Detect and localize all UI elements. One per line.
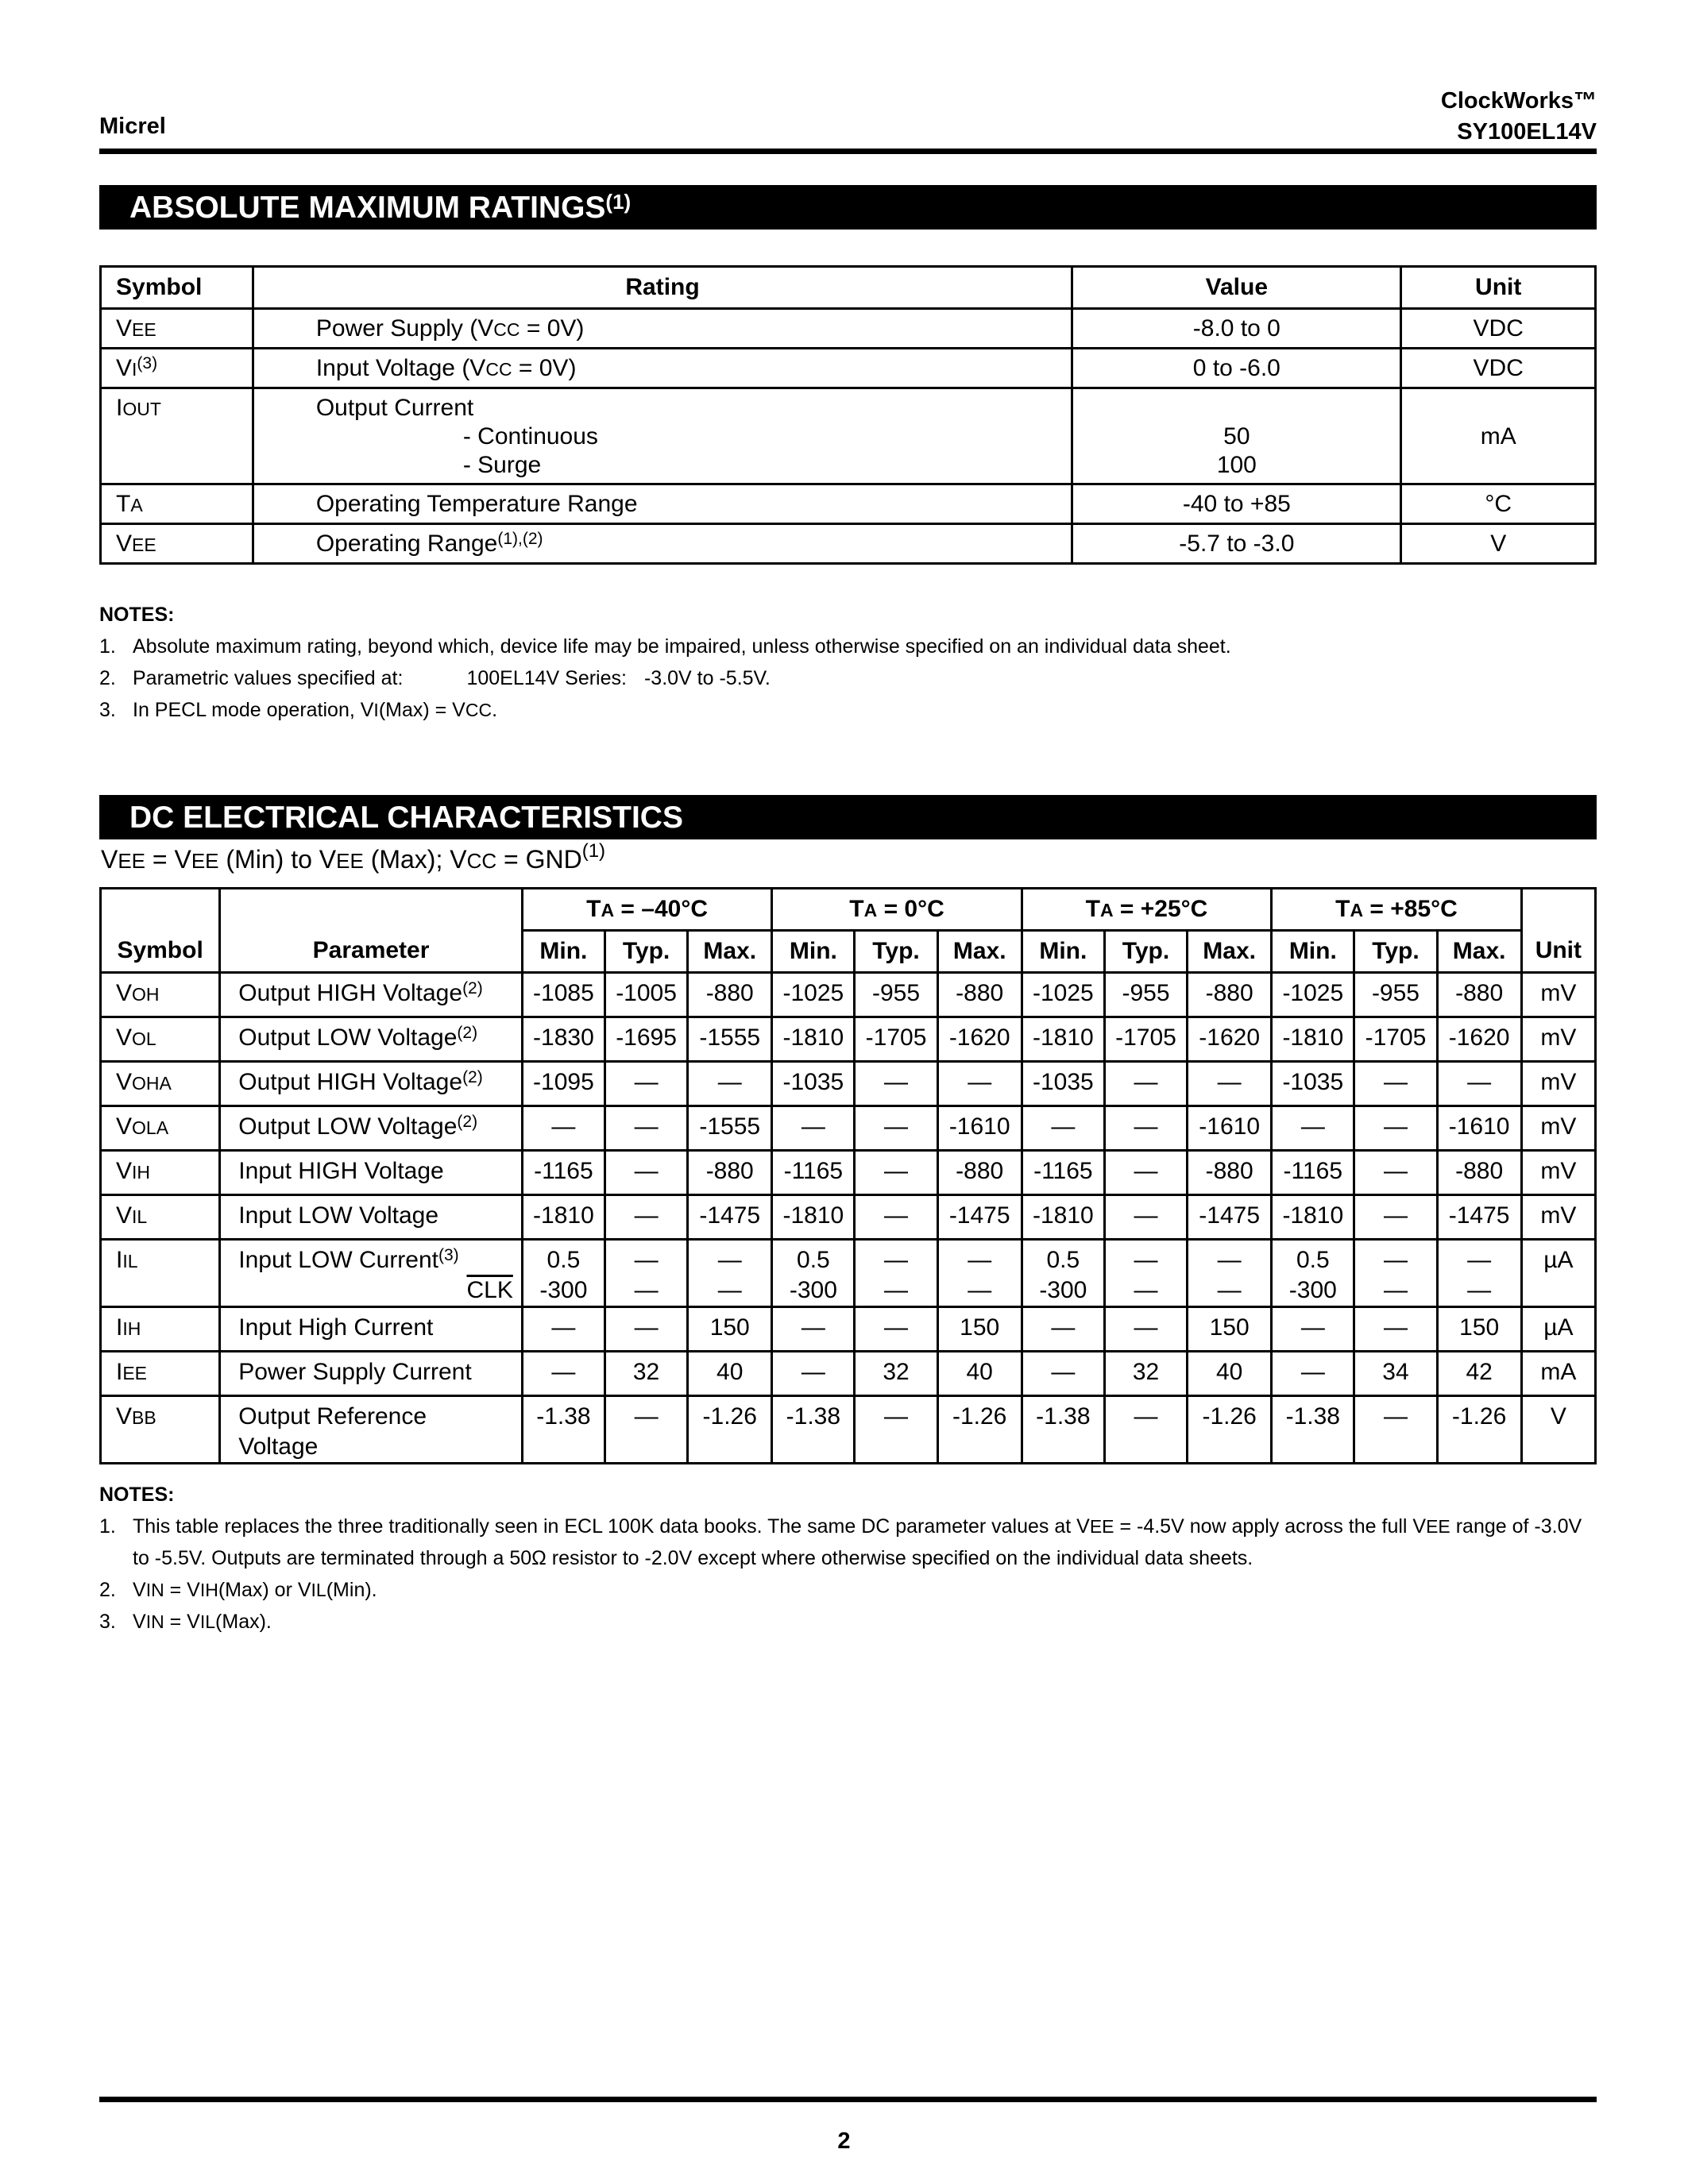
value-cell: -1705 (855, 1017, 937, 1062)
amr-header-row (101, 267, 1596, 309)
value-cell: -1095 (522, 1062, 605, 1106)
symbol-cell: VEE (101, 309, 253, 349)
value-cell: — (772, 1106, 855, 1151)
value-cell: — (855, 1151, 937, 1195)
value-cell: 32 (605, 1352, 687, 1396)
col-parameter: Parameter (220, 931, 523, 973)
table-row (101, 1352, 1596, 1396)
symbol-cell: VI$^{(3)}$ (101, 349, 253, 388)
value-cell: -1035 (1022, 1062, 1104, 1106)
col-min: Min. (1272, 931, 1354, 973)
value-cell: -1705 (1354, 1017, 1437, 1062)
table-row (101, 1396, 1596, 1464)
col-unit: Unit (1521, 931, 1595, 973)
value-cell: — (1272, 1307, 1354, 1352)
value-cell: — (1022, 1106, 1104, 1151)
value-cell: -1.26 (688, 1396, 772, 1464)
value-cell: 42 (1437, 1352, 1521, 1396)
symbol-cell: VOL (101, 1017, 220, 1062)
value-cell: 32 (855, 1352, 937, 1396)
value-cell: -1705 (1104, 1017, 1187, 1062)
value-cell: — (1104, 1307, 1187, 1352)
value-cell: -1620 (1188, 1017, 1272, 1062)
value-cell: 0.5 -300 (1272, 1240, 1354, 1307)
col-rating: Rating (253, 267, 1072, 309)
value-cell: — (522, 1352, 605, 1396)
value-cell: -880 (1437, 1151, 1521, 1195)
value-cell: -880 (937, 973, 1022, 1017)
temp-header: TA = +85°C (1272, 889, 1521, 931)
dc-notes (99, 1479, 1597, 1638)
amr-section-title: ABSOLUTE MAXIMUM RATINGS$^{(1)}$ (99, 185, 1597, 230)
value-cell: -1165 (1272, 1151, 1354, 1195)
symbol-cell: VOLA (101, 1106, 220, 1151)
value-cell: — (855, 1195, 937, 1240)
value-cell: -1025 (772, 973, 855, 1017)
value-cell: — — (1437, 1240, 1521, 1307)
value-cell: — (1354, 1106, 1437, 1151)
dc-table (99, 887, 1597, 1464)
value-cell: -1085 (522, 973, 605, 1017)
value-cell: -40 to +85 (1072, 484, 1401, 524)
note-item: 2. VIN = VIH(Max) or VIL(Min). (99, 1579, 377, 1601)
unit-cell: mV (1521, 973, 1595, 1017)
blank-header (1521, 889, 1595, 931)
col-min: Min. (522, 931, 605, 973)
symbol-cell: VIL (101, 1195, 220, 1240)
value-cell: -880 (1188, 973, 1272, 1017)
symbol-cell: IEE (101, 1352, 220, 1396)
value-cell: -1695 (605, 1017, 687, 1062)
unit-cell: mV (1521, 1195, 1595, 1240)
value-cell: -1555 (688, 1106, 772, 1151)
header-rule (99, 149, 1597, 154)
parameter-cell: Input LOW Voltage (220, 1195, 523, 1240)
value-cell: — (1272, 1352, 1354, 1396)
value-cell: -1005 (605, 973, 687, 1017)
col-min: Min. (1022, 931, 1104, 973)
table-row (101, 1195, 1596, 1240)
value-cell: — (688, 1062, 772, 1106)
col-min: Min. (772, 931, 855, 973)
value-cell: -880 (688, 973, 772, 1017)
notes-title: NOTES: (99, 604, 175, 626)
value-cell: — (522, 1106, 605, 1151)
page-header (99, 86, 1597, 151)
parameter-cell: Output LOW Voltage$^{(2)}$ (220, 1106, 523, 1151)
value-cell: — (522, 1307, 605, 1352)
company-name: Micrel (99, 114, 166, 139)
value-cell: -880 (1188, 1151, 1272, 1195)
value-cell: -955 (1354, 973, 1437, 1017)
symbol-cell: VOH (101, 973, 220, 1017)
parameter-cell: Input High Current (220, 1307, 523, 1352)
value-cell: -880 (937, 1151, 1022, 1195)
col-typ: Typ. (1354, 931, 1437, 973)
value-cell: 50 100 (1072, 388, 1401, 484)
value-cell: 150 (1437, 1307, 1521, 1352)
value-cell: -1025 (1022, 973, 1104, 1017)
value-cell: — (605, 1195, 687, 1240)
unit-cell: V (1521, 1396, 1595, 1464)
value-cell: -1.26 (1437, 1396, 1521, 1464)
temp-header: TA = 0°C (772, 889, 1022, 931)
value-cell: -1810 (1272, 1017, 1354, 1062)
value-cell: -1610 (937, 1106, 1022, 1151)
value-cell: — (1437, 1062, 1521, 1106)
value-cell: -1610 (1437, 1106, 1521, 1151)
amr-table (99, 265, 1597, 565)
value-cell: — (937, 1062, 1022, 1106)
value-cell: — (855, 1062, 937, 1106)
unit-cell: mV (1521, 1017, 1595, 1062)
value-cell: — — (1354, 1240, 1437, 1307)
col-unit: Unit (1401, 267, 1596, 309)
value-cell: — (1104, 1062, 1187, 1106)
value-cell: -955 (855, 973, 937, 1017)
footer-rule (99, 2097, 1597, 2102)
table-row (101, 1307, 1596, 1352)
note-item: 3. In PECL mode operation, VI(Max) = VCC. (99, 699, 498, 721)
value-cell: -1830 (522, 1017, 605, 1062)
temp-header: TA = +25°C (1022, 889, 1271, 931)
value-cell: -880 (688, 1151, 772, 1195)
symbol-cell: TA (101, 484, 253, 524)
unit-cell: mV (1521, 1062, 1595, 1106)
value-cell: -1165 (772, 1151, 855, 1195)
unit-cell: mV (1521, 1106, 1595, 1151)
parameter-cell: Power Supply Current (220, 1352, 523, 1396)
value-cell: — — (1104, 1240, 1187, 1307)
note-item: 3. VIN = VIL(Max). (99, 1611, 272, 1633)
value-cell: -1610 (1188, 1106, 1272, 1151)
value-cell: 150 (688, 1307, 772, 1352)
value-cell: 150 (1188, 1307, 1272, 1352)
value-cell: 0.5 -300 (1022, 1240, 1104, 1307)
value-cell: — (1022, 1307, 1104, 1352)
blank-header (220, 889, 523, 931)
value-cell: -1810 (1022, 1195, 1104, 1240)
value-cell: — — (688, 1240, 772, 1307)
col-max: Max. (937, 931, 1022, 973)
symbol-cell: IIH (101, 1307, 220, 1352)
value-cell: 40 (937, 1352, 1022, 1396)
unit-cell: mV (1521, 1151, 1595, 1195)
table-row (101, 484, 1596, 524)
value-cell: -1035 (1272, 1062, 1354, 1106)
table-row (101, 1240, 1596, 1307)
table-row (101, 1106, 1596, 1151)
value-cell: — (1354, 1396, 1437, 1464)
table-row (101, 1017, 1596, 1062)
parameter-cell: Output HIGH Voltage$^{(2)}$ (220, 1062, 523, 1106)
temp-header: TA = –40°C (522, 889, 771, 931)
value-cell: — (1188, 1062, 1272, 1106)
value-cell: -1620 (1437, 1017, 1521, 1062)
parameter-cell: Output LOW Voltage$^{(2)}$ (220, 1017, 523, 1062)
value-cell: -1810 (772, 1195, 855, 1240)
unit-cell: VDC (1401, 349, 1596, 388)
table-row (101, 309, 1596, 349)
value-cell: -1165 (1022, 1151, 1104, 1195)
value-cell: — (1022, 1352, 1104, 1396)
symbol-cell: IIL (101, 1240, 220, 1307)
value-cell: 32 (1104, 1352, 1187, 1396)
col-value: Value (1072, 267, 1401, 309)
value-cell: — (1104, 1396, 1187, 1464)
rating-cell: Input Voltage (VCC = 0V) (253, 349, 1072, 388)
value-cell: -1035 (772, 1062, 855, 1106)
unit-cell: mA (1521, 1352, 1595, 1396)
value-cell: — (855, 1307, 937, 1352)
product-line: ClockWorks™ (1440, 88, 1597, 114)
value-cell: 40 (1188, 1352, 1272, 1396)
temp-header-row (101, 889, 1596, 931)
value-cell: 150 (937, 1307, 1022, 1352)
col-max: Max. (688, 931, 772, 973)
value-cell: — — (937, 1240, 1022, 1307)
value-cell: — — (855, 1240, 937, 1307)
notes-title: NOTES: (99, 1484, 175, 1506)
value-cell: — (855, 1396, 937, 1464)
value-cell: — — (1188, 1240, 1272, 1307)
value-cell: 0.5 -300 (522, 1240, 605, 1307)
parameter-cell: Input HIGH Voltage (220, 1151, 523, 1195)
value-cell: — (855, 1106, 937, 1151)
parameter-cell: Input LOW Current$^{(3)}$ $\overline{CLK}$ (220, 1240, 523, 1307)
value-cell: -1475 (1188, 1195, 1272, 1240)
value-cell: — (605, 1396, 687, 1464)
part-number: SY100EL14V (1457, 119, 1597, 145)
value-cell: — — (605, 1240, 687, 1307)
symbol-cell: IOUT (101, 388, 253, 484)
value-cell: -1165 (522, 1151, 605, 1195)
value-cell: -1475 (937, 1195, 1022, 1240)
value-cell: 34 (1354, 1352, 1437, 1396)
col-max: Max. (1188, 931, 1272, 973)
col-symbol: Symbol (101, 931, 220, 973)
value-cell: -1.38 (1022, 1396, 1104, 1464)
value-cell: -1810 (1022, 1017, 1104, 1062)
table-row (101, 1062, 1596, 1106)
rating-cell: Operating Temperature Range (253, 484, 1072, 524)
value-cell: — (772, 1352, 855, 1396)
value-cell: -1810 (772, 1017, 855, 1062)
symbol-cell: VOHA (101, 1062, 220, 1106)
value-cell: 40 (688, 1352, 772, 1396)
value-cell: — (1104, 1195, 1187, 1240)
amr-notes (99, 599, 1597, 726)
value-cell: — (1104, 1106, 1187, 1151)
value-cell: -1475 (688, 1195, 772, 1240)
value-cell: — (1354, 1151, 1437, 1195)
note-item: 1. This table replaces the three traditionally seen in ECL 100K data books. The same DC parameter values at VEE = -4.5V now apply across the full VEE range of -3.0V to -5.5V. Outputs are terminated through a 50Ω resistor to -2.0V except where otherwise specified on the individual data sheets. (99, 1515, 1582, 1569)
table-row (101, 349, 1596, 388)
col-max: Max. (1437, 931, 1521, 973)
table-row (101, 388, 1596, 484)
symbol-cell: VBB (101, 1396, 220, 1464)
value-cell: — (1354, 1195, 1437, 1240)
value-cell: -880 (1437, 973, 1521, 1017)
value-cell: — (605, 1106, 687, 1151)
unit-cell: VDC (1401, 309, 1596, 349)
table-row (101, 973, 1596, 1017)
value-cell: — (1354, 1307, 1437, 1352)
value-cell: -5.7 to -3.0 (1072, 524, 1401, 564)
dc-section-title: DC ELECTRICAL CHARACTERISTICS (99, 795, 1597, 839)
value-cell: -1475 (1437, 1195, 1521, 1240)
product-id (1441, 86, 1597, 148)
value-cell: -1555 (688, 1017, 772, 1062)
parameter-cell: Output Reference Voltage (220, 1396, 523, 1464)
note-item: 1. Absolute maximum rating, beyond which, device life may be impaired, unless otherwise specified on an individual data sheet. (99, 635, 1231, 658)
value-cell: — (1104, 1151, 1187, 1195)
dc-condition: VEE = VEE (Min) to VEE (Max); VCC = $GND^{(1)}$ (101, 840, 606, 874)
value-cell: — (1354, 1062, 1437, 1106)
value-cell: -1.38 (522, 1396, 605, 1464)
value-cell: 0 to -6.0 (1072, 349, 1401, 388)
col-header-row (101, 931, 1596, 973)
unit-cell: °C (1401, 484, 1596, 524)
rating-cell: Power Supply (VCC = 0V) (253, 309, 1072, 349)
col-symbol: Symbol (101, 267, 253, 309)
value-cell: -1620 (937, 1017, 1022, 1062)
value-cell: -1.38 (1272, 1396, 1354, 1464)
value-cell: — (605, 1062, 687, 1106)
value-cell: — (605, 1307, 687, 1352)
unit-cell: V (1401, 524, 1596, 564)
rating-cell: Output Current - Continuous - Surge (253, 388, 1072, 484)
value-cell: -1025 (1272, 973, 1354, 1017)
parameter-cell: Output HIGH Voltage$^{(2)}$ (220, 973, 523, 1017)
value-cell: 0.5 -300 (772, 1240, 855, 1307)
value-cell: -955 (1104, 973, 1187, 1017)
value-cell: -1.26 (1188, 1396, 1272, 1464)
symbol-cell: VEE (101, 524, 253, 564)
value-cell: — (605, 1151, 687, 1195)
col-typ: Typ. (1104, 931, 1187, 973)
value-cell: -1.38 (772, 1396, 855, 1464)
unit-cell: mA (1401, 388, 1596, 484)
note-item: 2. Parametric values specified at: 100EL14V Series: -3.0V to -5.5V. (99, 667, 771, 689)
value-cell: -1.26 (937, 1396, 1022, 1464)
table-row (101, 1151, 1596, 1195)
value-cell: -1810 (1272, 1195, 1354, 1240)
value-cell: -1810 (522, 1195, 605, 1240)
unit-cell: µA (1521, 1240, 1595, 1307)
col-typ: Typ. (855, 931, 937, 973)
value-cell: -8.0 to 0 (1072, 309, 1401, 349)
unit-cell: µA (1521, 1307, 1595, 1352)
col-typ: Typ. (605, 931, 687, 973)
rating-cell: Operating Range$^{(1),(2)}$ (253, 524, 1072, 564)
symbol-cell: VIH (101, 1151, 220, 1195)
value-cell: — (772, 1307, 855, 1352)
value-cell: — (1272, 1106, 1354, 1151)
blank-header (101, 889, 220, 931)
page-number: 2 (837, 2128, 851, 2154)
table-row (101, 524, 1596, 564)
